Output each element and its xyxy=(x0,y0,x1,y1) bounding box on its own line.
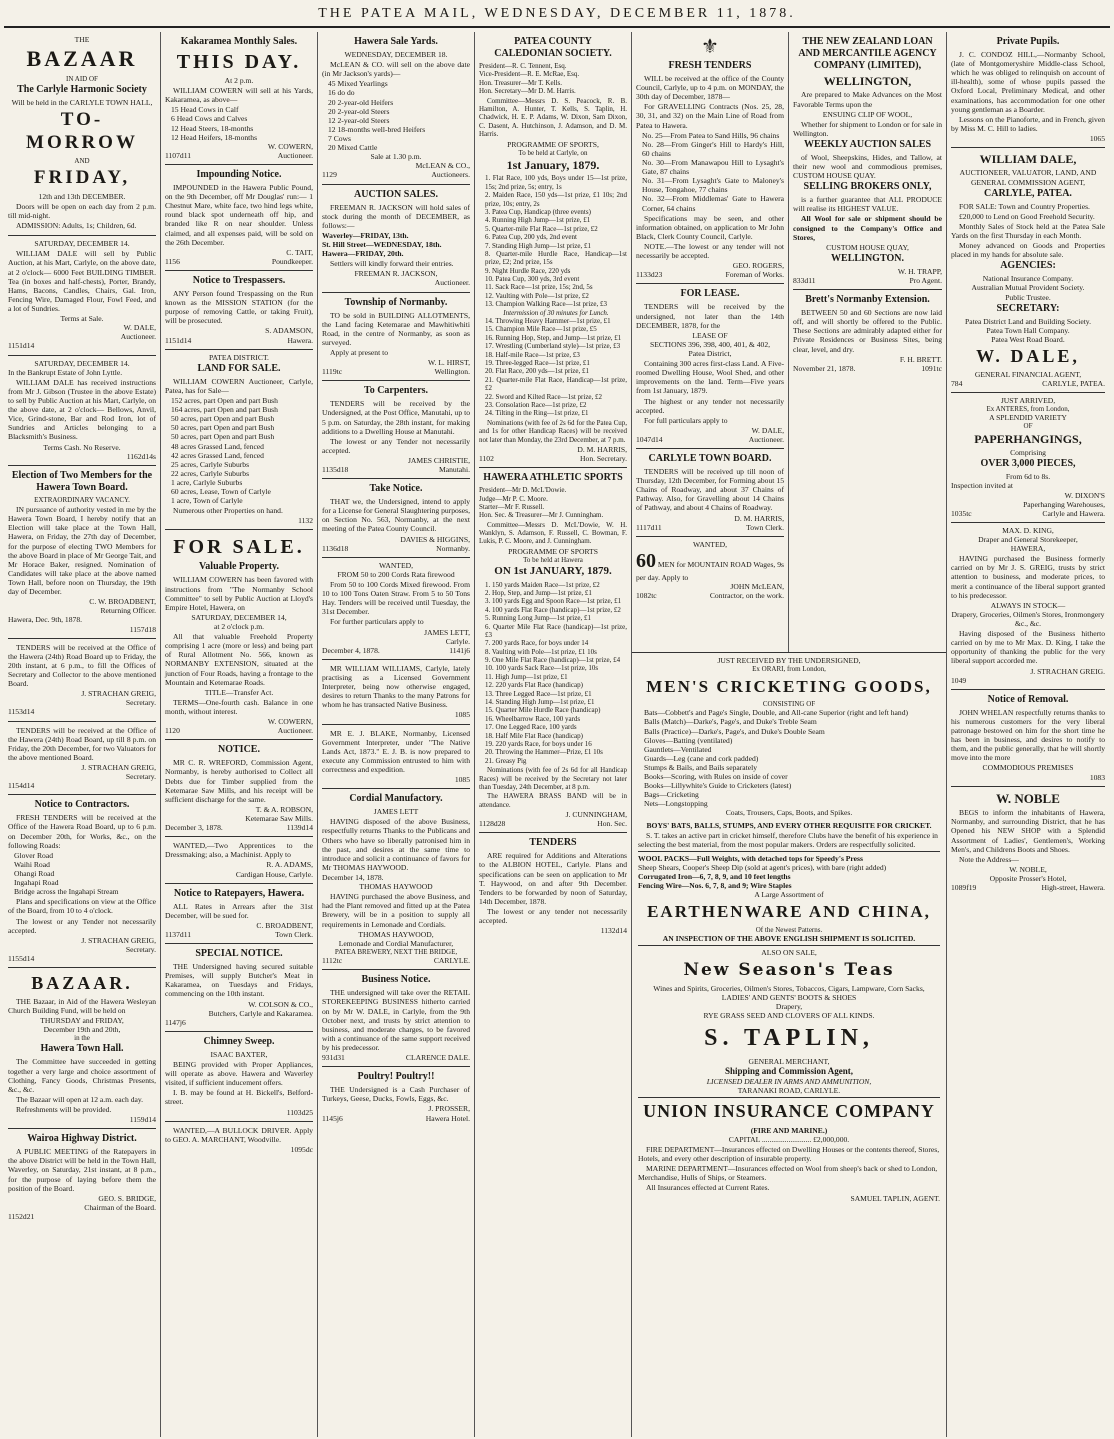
election-notice: Election of Two Members for the Hawera Town Board. EXTRAORDINARY VACANCY. IN pursuance of authority vested in me by the Hawera Town Board, I hereby notify that an Election will take place at the Town Hall, Hawera, on Friday, the 27th day of December, for the purpose of electing TWO Members for the above Board in place of Mr George Tait, and Mr Horace Baker, resigned. Nomination of Candidates will take place at the above named Town Hall, before noon on Thursday, the 19th day of December. C. W. BROADBENT, Returning Officer. Hawera, Dec. 9th, 1878. 1157d18 xyxy=(8,466,156,639)
column-7 xyxy=(947,32,1109,1437)
dale-auction-ad: SATURDAY, DECEMBER 14. WILLIAM DALE will sell by Public Auction, at his Mart, Carlyle, on the above date, at 2 o'clock— 6000 Feet BUILDING TIMBER. Tea (in boxes and half-chests), Porter, Brandy, Hams, Bacons, Candles, Chairs, Gal. Iron, Fencing Wire, Damaged Flour, Fowl Feed, and a lot of Sundries. Terms at Sale. W. DALE, Auctioneer. 1151d14 xyxy=(8,236,156,355)
column-1 xyxy=(4,32,161,1437)
butcher-special-notice: SPECIAL NOTICE. THE Undersigned having secured suitable Premises, will supply Butcher's Meat in Kakaramea, on Tuesdays and Fridays, commencing on the 10th instant. W. COLSON & CO., Butchers, Carlyle and Kakaramea. 1147j6 xyxy=(165,944,313,1032)
firewood-wanted-ad: WANTED, FROM 50 to 200 Cords Rata firewood From 50 to 100 Cords Mixed firewood. From 10 to 100 Tons Oaten Straw. From 5 to 50 Tons Hay. Tenders will be received until Tuesday, the 31st December. For further particulars apply to JAMES LETT, Carlyle. December 4, 1878. 1141j6 xyxy=(322,558,470,660)
contractors-notice: Notice to Contractors. FRESH TENDERS will be received at the Office of the Hawera Road Board, up to 6 p.m. on December 20th, for Works, &c., on the following Roads: Glover Road Waihi Road Ohangi Road Ingahapi Road Bridge across the Ingahapi Stream Plans and specifications on view at the Office of the Board, from 10 to 4 o'clock. The lowest or any Tender not necessarily accepted. J. STRACHAN GREIG, Secretary. 1155d14 xyxy=(8,795,156,968)
column-6 xyxy=(789,32,946,652)
carlyle-bazaar-ad: THE BAZAAR IN AID OF The Carlyle Harmonic Society Will be held in the CARLYLE TOWN HALL, TO-MORROW AND FRIDAY, 12th and 13th DECEMBER. Doors will be open on each day from 2 p.m. till mid-night. ADMISSION: Adults, 1s; Children, 6d. xyxy=(8,32,156,236)
lease-tenders-ad: FOR LEASE. TENDERS will be received by the undersigned, not later than the 14th DECEMBER, 1878, for the LEASE OF SECTIONS 396, 398, 400, 401, & 402, Patea District, Containing 300 acres first-class Land. A Five-roomed Dwelling House, Wool Shed, and other improvements on the land. Term—Five years from 1st January, 1879. The highest or any tender not necessarily accepted. For full particulars apply to W. DALE, 1047d14 Auctioneer. xyxy=(636,284,784,449)
columns-5-6 xyxy=(632,32,947,1437)
kakaramea-sales-ad: Kakaramea Monthly Sales. THIS DAY. At 2 p.m. WILLIAM COWERN will sell at his Yards, Kakaramea, as above— 15 Head Cows in Calf 6 Head Cows and Calves 12 Head Steers, 18-months 12 Head Heifers, 18-months W. COWERN, 1107d11 Auctioneer. xyxy=(165,32,313,165)
royal-crest-icon: ⚜ xyxy=(701,36,719,58)
land-for-sale-ad: PATEA DISTRICT. LAND FOR SALE. WILLIAM COWERN Auctioneer, Carlyle, Patea, has for Sale— 152 acres, part Open and part Bush 164 acres, part Open and part Bush 50 acres, part Open and part Bush 50 acres, part Open and part Bush 50 acres, part Open and part Bush 48 acres Grassed Land, fenced 42 acres Grassed Land, fenced 25 acres, Carlyle Suburbs 22 acres, Carlyle Suburbs 1 acre, Carlyle Suburbs 60 acres, Lease, Town of Carlyle 1 acre, Town of Carlyle Numerous other Properties on hand. 1132 xyxy=(165,350,313,531)
noble-boots-ad: W. NOBLE BEGS to inform the inhabitants of Hawera, Normanby, and surrounding District, that he has Opened his NEW SHOP with a Splendid Assortment of Ladies', Gentlemen's, Working Men's, and Childrens Boots and Shoes. Note the Address— W. NOBLE, Opposite Prosser's Hotel, 1089f19 High-street, Hawera. xyxy=(951,790,1105,893)
williams-interpreter-notice: MR WILLIAM WILLIAMS, Carlyle, lately practising as a Licensed Government Interpreter, being now otherwise engaged, desires to return Thanks to the many Patrons for whom he has transacted Native Business. 1085 xyxy=(322,660,470,725)
tenders-secretary-ad: TENDERS will be received at the Office of the Hawera (24th) Road Board up to Friday, the 20th instant, at 6 p.m., to fill the Offices of Secretary and Collector to the above mentioned Board. J. STRACHAN GREIG, Secretary. 1153d14 xyxy=(8,639,156,722)
removal-notice: Notice of Removal. JOHN WHELAN respectfully returns thanks to his numerous customers for the very liberal patronage bestowed on him for the short time he has been in business, and desires to notify to them, and the public generally, that he will shortly move into the more COMMODIOUS PREMISES 1083 xyxy=(951,690,1105,787)
business-notice: Business Notice. THE undersigned will take over the RETAIL STOREKEEPING BUSINESS hitherto carried on by Mr W. DALE, in Carlyle, from the 9th October next, and trusts by strict attention to business, and moderate charges, to be favored with a continuance of the same support received by his predecessor. 931d31 CLARENCE DALE. xyxy=(322,970,470,1067)
paperhangings-ad: JUST ARRIVED, Ex ANTERES, from London, A SPLENDID VARIETY OF PAPERHANGINGS, Comprising OVER 3,000 PIECES, From 6d to 8s. Inspection invited at W. DIXON'S Paperhanging Warehouses, 1035tc Carlyle and Hawera. xyxy=(951,393,1105,523)
normanby-township-ad: Township of Normanby. TO be sold in BUILDING ALLOTMENTS, the Land facing Ketemarae and Mawhitiwhiti Road, in the centre of Normanby, as soon as surveyed. Apply at present to W. L. HIRST, 1119tc Wellington. xyxy=(322,293,470,382)
column-5 xyxy=(632,32,789,652)
bankrupt-estate-ad: SATURDAY, DECEMBER 14. In the Bankrupt Estate of John Lyttle. WILLIAM DALE has received instructions from Mr J. Gibson (Trustee in the above Estate) to sell by Public Auction at his Mart, Carlyle, on the above date, at 2 o'clock— Bellows, Anvil, Vice, Grind-stone, Bar and Rod Iron, lot of Sundries and Articles belonging to a Blacksmith's Business. Terms Cash. No Reserve. 1162d14s xyxy=(8,356,156,466)
mountain-road-wanted-ad: WANTED, 60 MEN for MOUNTAIN ROAD Wages, 9s per day. Apply to JOHN McLEAN, 1082tc Contractor, on the work. xyxy=(636,539,784,601)
slaughter-license-notice: Take Notice. THAT we, the Undersigned, intend to apply for a License for General Slaughtering purposes, on Section No. 563, Normanby, at the next meeting of the Patea County Council. DAVIES & HIGGINS, 1136d18 Normanby. xyxy=(322,479,470,558)
column-2 xyxy=(161,32,318,1437)
nz-loan-company-ad: THE NEW ZEALAND LOAN AND MERCANTILE AGENCY COMPANY (LIMITED), WELLINGTON, Are prepared to Make Advances on the Most Favorable Terms upon the ENSUING CLIP OF WOOL, Whether for shipment to London or for sale in Wellington. WEEKLY AUCTION SALES of Wool, Sheepskins, Hides, and Tallow, at their new wool and commodious premises, CUSTOM HOUSE QUAY. SELLING BROKERS ONLY, is a further guarantee that ALL PRODUCE will realise its HIGHEST VALUE. All Wool for sale or shipment should be consigned to the Company's Office and Stores, CUSTOM HOUSE QUAY, WELLINGTON. W. H. TRAPP, 833d11 Pro Agent. xyxy=(793,32,942,290)
valuable-property-ad: FOR SALE. Valuable Property. WILLIAM COWERN has been favored with instructions from "The Normanby School Committee" to sell by Public Auction at Lloyd's Empire Hotel, Hawera, on SATURDAY, DECEMBER 14, at 2 o'clock p.m. All that valuable Freehold Property comprising 1 acre (more or less) and being part of Rural Allotment No. 566, known as NORMANBY EXTENSION, situated at the junction of Four Roads, having a frontage to the Mountain and Ketemarae Roads. TITLE—Transfer Act. TERMS—One-fourth cash. Balance in one month, without interest. W. COWERN, 1120 Auctioneer. xyxy=(165,530,313,740)
william-dale-agent-ad: WILLIAM DALE, AUCTIONEER, VALUATOR, LAND, AND GENERAL COMMISSION AGENT, CARLYLE, PATEA. FOR SALE: Town and Country Properties. £20,000 to Lend on Good Freehold Security. Monthly Sales of Stock held at the Patea Sale Yards on the first Thursday in each Month. Money advanced on Goods and Properties placed in my hands for absolute sale. AGENCIES: National Insurance Company. Australian Mutual Provident Society. Public Trustee. SECRETARY: Patea District Land and Building Society. Patea Town Hall Company. Patea West Road Board. W. DALE, GENERAL FINANCIAL AGENT, 784 CARLYLE, PATEA. xyxy=(951,148,1105,393)
brett-extension-ad: Brett's Normanby Extension. BETWEEN 50 and 60 Sections are now laid off, and will shortly be offered to the Public. These Sections are admirably adapted either for Private Residences or Business Sites, being clear, level, and dry. F. H. BRETT. November 21, 1878. 1091tc xyxy=(793,294,942,373)
carpenters-ad: To Carpenters. TENDERS will be received by the Undersigned, at the Post Office, Manutahi, up to 5 p.m. on Saturday, the 28th instant, for making additions to a Dwelling House at Manutahi. The lowest or any Tender not necessarily accepted. JAMES CHRISTIE, 1135d18 Manutahi. xyxy=(322,381,470,479)
chimney-sweep-ad: Chimney Sweep. ISAAC BAXTER, BEING provided with Proper Appliances, will operate as above. Hawera and Waverley visited, if sufficient inducement offers. I. B. may be found at H. Bickell's, Belford-street. 1103d25 xyxy=(165,1032,313,1122)
column-4 xyxy=(475,32,632,1437)
poultry-ad: Poultry! Poultry!! THE Undersigned is a Cash Purchaser of Turkeys, Geese, Ducks, Fowls, Eggs, &c. J. PROSSER, 1145j6 Hawera Hotel. xyxy=(322,1071,470,1123)
wreford-notice: NOTICE. MR C. R. WREFORD, Commission Agent, Normanby, is hereby authorised to Collect all Debts due for Timber supplied from the Ketemarae Saw Mills, and his receipt will be sufficient discharge for the same. T. & A. ROBSON, Ketemarae Saw Mills. December 3, 1878. 1139d14 xyxy=(165,740,313,837)
column-3 xyxy=(318,32,475,1437)
wesleyan-bazaar-ad: BAZAAR. THE Bazaar, in Aid of the Hawera Wesleyan Church Building Fund, will be held on THURSDAY and FRIDAY, December 19th and 20th, in the Hawera Town Hall. The Committee have succeeded in getting together a very large and choice assortment of Clothing, Fancy Goods, Christmas Presents, &c., &c. The Bazaar will open at 12 a.m. each day. Refreshments will be provided. 1159d14 xyxy=(8,968,156,1129)
impounding-notice: Impounding Notice. IMPOUNDED in the Hawera Public Pound, on the 9th December, off Mr Douglas' run:— 1 Chestnut Mare, white face, two hind legs white, round black spot underneath off hip, and branded like R on near shoulder. Unless claimed, and all expenses paid, will be sold on the 26th December. C. TAIT, 1156 Poundkeeper. xyxy=(165,165,313,271)
masthead: THE PATEA MAIL, WEDNESDAY, DECEMBER 11, 1878. xyxy=(4,6,1110,28)
wairoa-notice: Wairoa Highway District. A PUBLIC MEETING of the Ratepayers in the above District will be held in the Town Hall, Waverley, on Saturday, 21st instant, at 8 p.m., for the purpose of laying before them the position of the Board. GEO. S. BRIDGE, Chairman of the Board. 1152d21 xyxy=(8,1133,156,1221)
bullock-driver-ad: WANTED,—A BULLOCK DRIVER. Apply to GEO. A. MARCHANT, Woodville. 1095dc xyxy=(165,1125,313,1154)
carlyle-town-board-ad: CARLYLE TOWN BOARD. TENDERS will be received up till noon of Thursday, 12th December, for Forming about 15 Chains of Roadway, and about 37 Chains of Pathway. Also, for Gravelling about 14 Chains of Pathway, and about 4 Chains of Roadway. D. M. HARRIS, 1117d11 Town Clerk. xyxy=(636,449,784,537)
trespassers-notice: Notice to Trespassers. ANY Person found Trespassing on the Run known as the MISSION STATION (for the purpose of removing Cattle, or taking Fruit), will be prosecuted. S. ADAMSON, 1151d14 Hawera. xyxy=(165,271,313,350)
blake-interpreter-notice: MR E. J. BLAKE, Normanby, Licensed Government Interpreter, under "The Native Lands Act, 1873." E. J. B. is now prepared to execute any Commission entrusted to him with correctness and expedition. 1085 xyxy=(322,725,470,790)
private-pupils-ad: Private Pupils. J. C. CONDOZ HILL,—Normanby School, (late of Montgomeryshire Middle-class School, which he was obliged to relinquish on account of ill-health), some of whose pupils passed the Oxford Local, Preliminary Medical, and other examinations, has accommodation for one other young gentleman as a Boarder. Lessons on the Pianoforte, and in French, given by Miss M. C. Hill to ladies. 1065 xyxy=(951,32,1105,148)
apprentices-wanted-ad: WANTED,—Two Apprentices to the Dressmaking; also, a Machinist. Apply to R. A. ADAMS, Cardigan House, Carlyle. xyxy=(165,837,313,883)
auction-sales-ad: AUCTION SALES. FREEMAN R. JACKSON will hold sales of stock during the month of DECEMBER, as follows:— Waverley—FRIDAY, 13th. St. Hill Street—WEDNESDAY, 18th. Hawera—FRIDAY, 20th. Settlers will kindly forward their entries. FREEMAN R. JACKSON, Auctioneer. xyxy=(322,185,470,293)
albion-hotel-tenders-ad: TENDERS ARE required for Additions and Alterations to the ALBION HOTEL, Carlyle. Plans and specifications can be seen on application to Mr T. Haywood, on and after 9th December. Tenders to be forwarded by noon of Saturday, 14th December, 1878. The lowest or any tender not necessarily accepted. 1132d14 xyxy=(479,837,627,936)
cordial-manufactory-ad: Cordial Manufactory. JAMES LETT HAVING disposed of the above Business, respectfully returns Thanks to the Publicans and Others who have so liberally patronised him in the past, and desires at the same time to introduce and solicit a continuance of favors for Mr THOMAS HAYWOOD. December 14, 1878. THOMAS HAYWOOD HAVING purchased the above Business, and had the Plant removed and fitted up at the Patea Brewery, will be in a position to supply all requirements in Lemonade and Cordials. THOMAS HAYWOOD, Lemonade and Cordial Manufacturer, PATEA BREWERY, NEXT THE BRIDGE, 1112tc CARLYLE. xyxy=(322,789,470,970)
gravelling-tenders-ad: ⚜ FRESH TENDERS WILL be received at the office of the County Council, Carlyle, up to 4 p.m. on MONDAY, the 30th day of December, 1878— For GRAVELLING Contracts (Nos. 25, 28, 30, 31, and 32) on the Main Line of Road from Patea to Hawera. No. 25—From Patea to Sand Hills, 96 chains No. 28—From Ginger's Hill to Hardy's Hill, 60 chains No. 30—From Manawapou Hill to Lysaght's Gate, 87 chains No. 31—From Lysaght's Gate to Maloney's House, Tongahoe, 77 chains No. 32—From Middlemas' Gate to Hawera Corner, 64 chains Specifications may be seen, and other information obtained, on application to Mr John Black, Clerk County Council, Carlyle. NOTE.—The lowest or any tender will not necessarily be accepted. GEO. ROGERS, 1133d23 Foreman of Works. xyxy=(636,32,784,284)
caledonian-sports-ad: PATEA COUNTY CALEDONIAN SOCIETY. President—R. C. Tennent, Esq. Vice-President—R. E. McRae, Esq. Hon. Treasurer—Mr T. Kells. Hon. Secretary—Mr D. M. Harris. Committee—Messrs D. S. Peacock, R. B. Hamilton, A. Hunter, T. Kells, S. Taplin, H. Chadwick, H. E. P. Adams, W. Dixon, Sam Dixon, C. Dasent, A. Hutchinson, J. Adamson, and D. M. Harris. PROGRAMME OF SPORTS, To be held at Carlyle, on 1st January, 1879. 1. Flat Race, 100 yds, Boys under 15—1st prize, 15s; 2nd prize, 5s; entry, 1s 2. Maiden Race, 150 yds—1st prize, £1 10s; 2nd prize, 10s; entry, 2s 3. Patea Cup, Handicap (three events) 4. Running High Jump—1st prize, £1 5. Quarter-mile Flat Race—1st prize, £2 6. Patea Cup, 200 yds, 2nd event 7. Standing High Jump—1st prize, £1 8. Quarter-mile Hurdle Race, Handicap—1st prize, £2; 2nd prize, 15s 9. Night Hurdle Race, 220 yds 10. Patea Cup, 300 yds, 3rd event 11. Sack Race—1st prize, 15s; 2nd, 5s 12. Vaulting with Pole—1st prize, £2 13. Champion Walking Race—1st prize, £3 Intermission of 30 minutes for Lunch. 14. Throwing Heavy Hammer—1st prize, £1 15. Champion Mile Race—1st prize, £5 16. Running Hop, Step, and Jump—1st prize, £1 17. Wrestling (Cumberland style)—1st prize, £3 18. Half-mile Race—1st prize, £3 19. Three-legged Race—1st prize, £1 20. Flat Race, 200 yds—1st prize, £1 21. Quarter-mile Flat Race, Handicap—1st prize, £2 22. Sword and Kilted Race—1st prize, £2 23. Consolation Race—1st prize, £2 24. Tilting in the Ring—1st prize, £1 Nominations (with fee of 2s 6d for the Patea Cup, and 1s for other Handicap Races) will be received not later than Monday, the 23rd December, at 7 p.m. D. M. HARRIS, 1102 Hon. Secretary. xyxy=(479,32,627,468)
tenders-valuators-ad: TENDERS will be received at the Office of the Hawera (24th) Road Board, up till 8 p.m. on Friday, the 20th December, for two Valuators for the above mentioned Board. J. STRACHAN GREIG, Secretary. 1154d14 xyxy=(8,722,156,796)
ratepayers-notice: Notice to Ratepayers, Hawera. ALL Rates in Arrears after the 31st December, will be sued for. C. BROADBENT, 1137d11 Town Clerk. xyxy=(165,884,313,944)
max-king-draper-ad: MAX. D. KING, Draper and General Storekeeper, HAWERA, HAVING purchased the Business formerly carried on by Mr J. S. GREIG, trusts by strict attention to business, and moderate prices, to merit a continuance of the liberal support granted to his predecessor. ALWAYS IN STOCK— Drapery, Groceries, Oilmen's Stores, Ironmongery &c., &c. Having disposed of the Business hitherto carried on by me to Mr Max. D. King, I take the opportunity of thanking the public for the very liberal support accorded me. J. STRACHAN GREIG. 1049 xyxy=(951,523,1105,690)
taplin-wide-ad: JUST RECEIVED BY THE UNDERSIGNED, Ex ORARI, from London, MEN'S CRICKETING GOODS, CONSISTING OF Bats—Cobbett's and Page's Single, Double, and All-cane Superior (right and left hand) Balls (Match)—Darke's, Page's, and Duke's Treble Seam Balls (Practice)—Darke's, Page's, and Duke's Double Seam Gloves—Batting (ventilated) Gauntlets—Ventilated Guards—Leg (cane and cork padded) Stumps & Bails, and Bails separately Books—Scoring, with Rules on inside of cover Books—Lillywhite's Guide to Cricketers (latest) Bags—Cricketing Nets—Longstopping Coats, Trousers, Caps, Boots, and Spikes. BOYS' BATS, BALLS, STUMPS, AND EVERY OTHER REQUISITE FOR CRICKET. S. T. takes an active part in cricket himself, therefore Clubs have the benefit of his experience in selecting the best material, from the most popular makers. Orders are respectfully solicited. WOOL PACKS—Full Weights, with detached tops for Speedy's Press Sheep Shears, Cooper's Sheep Dip (sold at agent's prices), with bare (right added) Corrugated Iron—6, 7, 8, 9, and 10 feet lengths Fencing Wire—Nos. 6, 7, 8, and 9; Wire Staples A Large Assortment of EARTHENWARE AND CHINA, Of the Newest Patterns. AN INSPECTION OF THE ABOVE ENGLISH SHIPMENT IS SOLICITED. ALSO ON SALE, New Season's Teas Wines and Spirits, Groceries, Oilmen's Stores, Tobaccos, Cigars, Lampware, Corn Sacks, LADIES' AND GENTS' BOOTS & SHOES Drapery, RYE GRASS SEED AND CLOVERS OF ALL KINDS. S. TAPLIN, GENERAL MERCHANT, Shipping and Commission Agent, LICENSED DEALER IN ARMS AND AMMUNITION, TARANAKI ROAD, CARLYLE. UNION INSURANCE COMPANY (FIRE AND MARINE.) CAPITAL .......................... £2,000,000. FIRE DEPARTMENT—Insurances effected on Dwelling Houses or the contents thereof, Stores, Hotels, and every other description of insurable property. MARINE DEPARTMENT—Insurances effected on Wool from sheep's back or shed to London, Merchandise, Hulls of Ships, or Steamers. All Insurances effected at Current Rates. SAMUEL TAPLIN, AGENT. xyxy=(632,652,946,1437)
hawera-athletic-sports-ad: HAWERA ATHLETIC SPORTS President—Mr D. McL'Dowie. Judge—Mr P. C. Moore. Starter—Mr F. Russell. Hon. Sec. & Treasurer—Mr J. Cunningham. Committee—Messrs D. McL'Dowie, W. H. Wanklyn, S. Adamson, F. Russell, C. Bowman, F. Lukis, P. C. Moore, and J. Cunningham. PROGRAMME OF SPORTS To be held at Hawera ON 1st JANUARY, 1879. 1. 150 yards Maiden Race—1st prize, £2 2. Hop, Step, and Jump—1st prize, £1 3. 100 yards Egg and Spoon Race—1st prize, £1 4. 100 yards Flat Race (handicap)—1st prize, £2 5. Running Long Jump—1st prize, £1 6. Quarter Mile Flat Race (handicap)—1st prize, £3 7. 200 yards Race, for boys under 14 8. Vaulting with Pole—1st prize, £1 10s 9. One Mile Flat Race (handicap)—1st prize, £4 10. 100 yards Sack Race—1st prize, 10s 11. High Jump—1st prize, £1 12. 220 yards Flat Race (handicap) 13. Three Legged Race—1st prize, £1 14. Standing High Jump—1st prize, £1 15. Quarter Mile Hurdle Race (handicap) 16. Wheelbarrow Race, 100 yards 17. One Legged Race, 100 yards 18. Half Mile Flat Race (handicap) 19. 220 yards Race, for boys under 16 20. Throwing the Hammer—Prize, £1 10s 21. Greasy Pig Nominations (with fee of 2s 6d for all Handicap Races) will be received by the Secretary not later than Tuesday, 24th December, at 8 p.m. The HAWERA BRASS BAND will be in attendance. J. CUNNINGHAM, 1128d28 Hon. Sec. xyxy=(479,468,627,833)
hawera-sale-yards-ad: Hawera Sale Yards. WEDNESDAY, DECEMBER 18. McLEAN & CO. will sell on the above date (in Mr Jackson's yards)— 45 Mixed Yearlings 16 do do 20 2-year-old Heifers 20 2-year-old Steers 12 2-year-old Steers 12 18-months well-bred Heifers 7 Cows 20 Mixed Cattle Sale at 1.30 p.m. McLEAN & CO., 1129 Auctioneers. xyxy=(322,32,470,185)
